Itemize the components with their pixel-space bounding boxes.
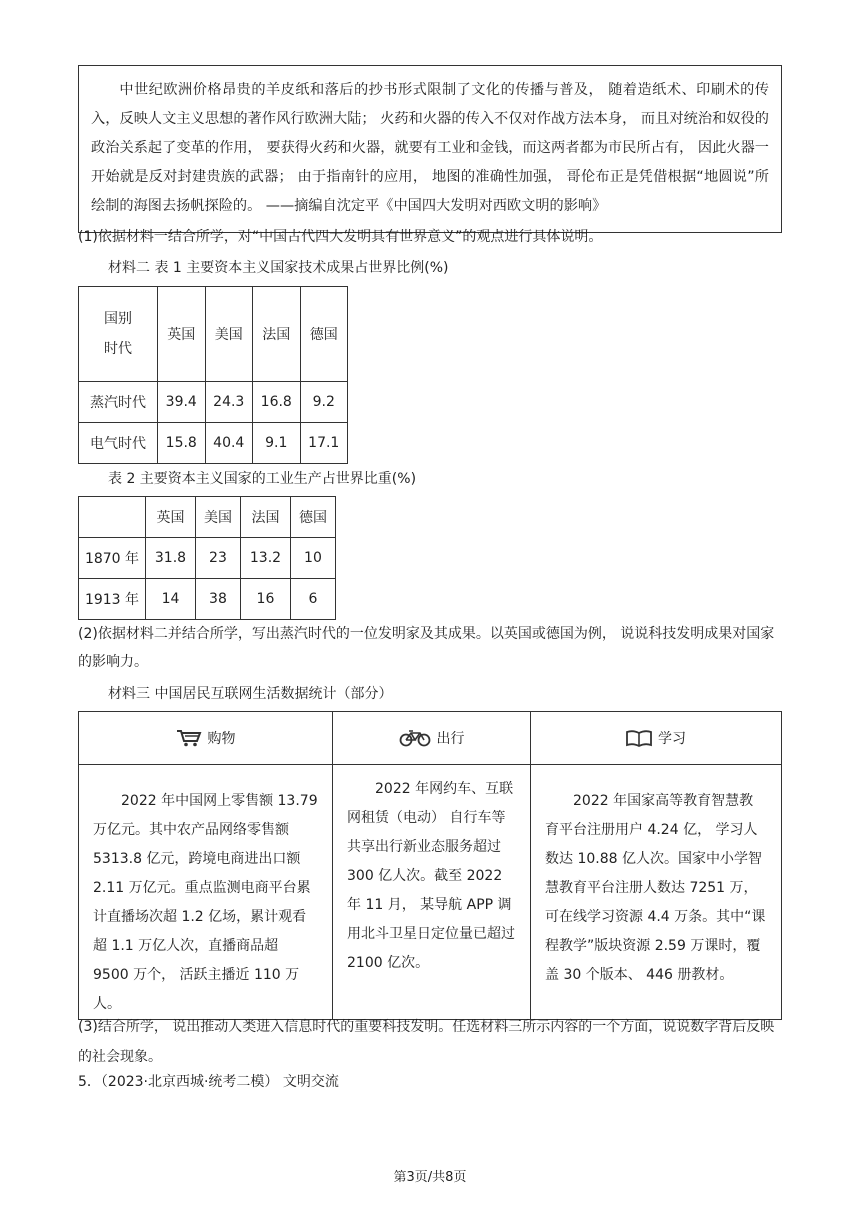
table1-row-label: 电气时代 [79,423,158,464]
table2-col-header: 美国 [195,497,240,538]
table-3 [78,711,782,1020]
table-row [79,538,336,579]
shopping-cart-icon [176,729,202,747]
table1-caption: 材料二 表 1 主要资本主义国家技术成果占世界比例(%) [108,260,449,276]
table1-cell: 17.1 [300,423,348,464]
table3-cell-shopping [79,765,333,1020]
table1-col-header: 德国 [300,287,348,382]
table2-cell: 10 [290,538,335,579]
table3-header-label: 学习 [658,731,686,747]
table2-cell: 16 [240,579,290,620]
table1-cell: 40.4 [205,423,253,464]
material1-box [78,65,782,233]
table-1 [78,286,348,464]
table1-corner-top: 国别 [104,311,132,327]
table-row [79,423,348,464]
table3-header-shopping [79,712,333,765]
table-row [79,579,336,620]
table2-cell: 23 [195,538,240,579]
table1-cell: 24.3 [205,382,253,423]
table-row [79,765,782,1020]
table3-cell-travel [333,765,531,1020]
table1-col-header: 英国 [158,287,206,382]
shopping-text: 2022 年中国网上零售额 13.79 万亿元。其中农产品网络零售额 5313.8 亿元，跨境电商进出口额 2.11 万亿元。重点监测电商平台累计直播场次超 1.2 亿场，累计观看超 1.1 万亿人次，直播商品超 9500 万个， 活跃主播近 110 万人。 [93,793,318,1012]
table1-cell: 39.4 [158,382,206,423]
table2-cell: 38 [195,579,240,620]
material1-text: 中世纪欧洲价格昂贵的羊皮纸和落后的抄书形式限制了文化的传播与普及， 随着造纸术、印刷术的传入，反映人文主义思想的著作风行欧洲大陆； 火药和火器的传入不仅对作战方法本身， 而且对统治和奴役的政治关系起了变革的作用， 要获得火药和火器，就要有工业和金钱，而这两者都为市民所占有， 因此火器一开始就是反对封建贵族的武器； 由于指南针的应用， 地图的准确性加强， 哥伦布正是凭借根据“地圆说”所绘制的海图去扬帆探险的。 ——摘编自沈定平《中国四大发明对西欧文明的影响》 [91,82,769,214]
table1-cell: 15.8 [158,423,206,464]
table-row [79,382,348,423]
table2-row-label: 1870 年 [79,538,146,579]
table2-caption: 表 2 主要资本主义国家的工业生产占世界比重(%) [108,471,417,487]
table3-header-label: 购物 [207,731,236,747]
table1-cell: 16.8 [253,382,301,423]
table2-cell: 13.2 [240,538,290,579]
table2-col-header: 英国 [146,497,196,538]
question-3: (3)结合所学， 说出推动人类进入信息时代的重要科技发明。任选材料三所示内容的一个方面，说说数字背后反映的社会现象。 [78,1019,775,1065]
table1-corner [79,287,158,382]
table2-col-header: 法国 [240,497,290,538]
table1-corner-bottom: 时代 [104,341,132,357]
table3-caption: 材料三 中国居民互联网生活数据统计（部分） [108,686,393,702]
table3-header-study [531,712,782,765]
table2-cell: 31.8 [146,538,196,579]
table1-row-label: 蒸汽时代 [79,382,158,423]
study-text: 2022 年国家高等教育智慧教育平台注册用户 4.24 亿， 学习人数达 10.88 亿人次。国家中小学智慧教育平台注册人数达 7251 万，可在线学习资源 4.4 万条。其中“课程教学”版块资源 2.59 万课时，覆盖 30 个版本、 446 册教材。 [545,793,766,983]
table2-cell: 14 [146,579,196,620]
question-1: (1)依据材料一结合所学，对“中国古代四大发明具有世界意义”的观点进行具体说明。 [78,229,603,245]
table1-cell: 9.1 [253,423,301,464]
question-2: (2)依据材料二并结合所学，写出蒸汽时代的一位发明家及其成果。以英国或德国为例， 说说科技发明成果对国家的影响力。 [78,626,775,670]
table2-corner [79,497,146,538]
bicycle-icon [399,729,431,747]
page-footer: 第3页/共8页 [393,1170,467,1185]
table2-cell: 6 [290,579,335,620]
table3-cell-study [531,765,782,1020]
table2-row-label: 1913 年 [79,579,146,620]
table3-header-label: 出行 [436,731,465,747]
table1-col-header: 法国 [253,287,301,382]
travel-text: 2022 年网约车、互联网租赁（电动） 自行车等共享出行新业态服务超过 300 亿人次。截至 2022 年 11 月， 某导航 APP 调用北斗卫星日定位量已超过 2100 亿次。 [347,781,515,971]
question-5-heading: 5．（2023·北京西城·统考二模） 文明交流 [78,1074,339,1090]
table1-cell: 9.2 [300,382,348,423]
open-book-icon [626,729,652,747]
table3-header-travel [333,712,531,765]
table2-col-header: 德国 [290,497,335,538]
table1-col-header: 美国 [205,287,253,382]
table-2 [78,496,336,620]
